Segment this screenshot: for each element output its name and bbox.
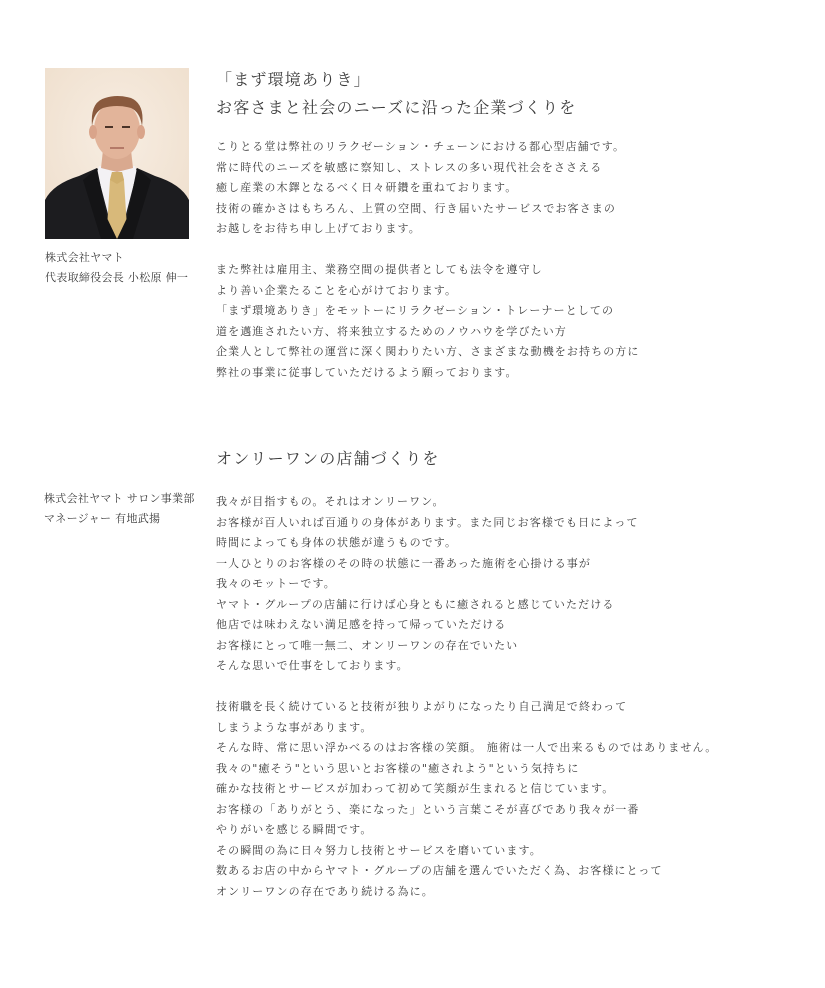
text-line: しまうような事があります。	[216, 720, 373, 734]
chairman-portrait-photo	[45, 68, 189, 239]
text-line: 「まず環境ありき」をモットーにリラクゼーション・トレーナーとしての	[216, 304, 615, 317]
text-line: お客様にとって唯一無二、オンリーワンの存在でいたい	[216, 638, 519, 652]
paragraph-intro	[216, 137, 806, 240]
manager-company-dept: 株式会社ヤマト サロン事業部	[44, 492, 195, 505]
chairman-profile	[45, 68, 205, 288]
motto-heading: 「まず環境ありき」	[216, 70, 371, 89]
text-line: 他店では味わえない満足感を持って帰っていただける	[216, 618, 507, 631]
manager-title-name: マネージャー 有地武揚	[44, 512, 161, 525]
text-line: 常に時代のニーズを敏感に察知し、ストレスの多い現代社会をささえる	[216, 160, 603, 174]
text-line: 我々の"癒そう"という思いとお客様の"癒されよう"という気持ちに	[216, 761, 580, 775]
text-line: 道を邁進されたい方、将来独立するためのノウハウを学びたい方	[216, 324, 567, 338]
text-line: 一人ひとりのお客様のその時の状態に一番あった施術を心掛ける事が	[216, 556, 591, 570]
text-line: その瞬間の為に日々努力し技術とサービスを磨いています。	[216, 843, 542, 857]
mission-heading: お客さまと社会のニーズに沿った企業づくりを	[216, 98, 577, 117]
text-line: ヤマト・グループの店舗に行けば心身ともに癒されると感じていただける	[216, 597, 615, 611]
text-line: 技術職を長く続けていると技術が独りよがりになったり自己満足で終わって	[216, 700, 628, 713]
text-line: 我々が目指すもの。それはオンリーワン。	[216, 495, 445, 508]
text-line: 癒し産業の木鐸となるべく日々研鑽を重ねております。	[216, 181, 518, 194]
text-line: お客様が百人いれば百通りの身体があります。また同じお客様でも日によって	[216, 515, 639, 529]
text-line: 確かな技術とサービスが加わって初めて笑顔が生まれると信じています。	[216, 782, 615, 795]
chairman-title-name: 代表取締役会長 小松原 伸一	[45, 271, 189, 284]
paragraph-smile	[216, 697, 806, 902]
manager-profile	[44, 489, 204, 529]
text-line: 弊社の事業に従事していただけるよう願っております。	[216, 365, 518, 379]
text-line: オンリーワンの存在であり続ける為に。	[216, 884, 434, 898]
text-line: やりがいを感じる瞬間です。	[216, 823, 373, 836]
text-line: 時間によっても身体の状態が違うものです。	[216, 536, 458, 549]
text-line: また弊社は雇用主、業務空間の提供者としても法令を遵守し	[216, 263, 543, 276]
text-line: 企業人として弊社の運営に深く関わりたい方、さまざまな動機をお持ちの方に	[216, 345, 640, 358]
text-line: そんな思いで仕事をしております。	[216, 659, 409, 672]
text-line: より善い企業たることを心がけております。	[216, 283, 458, 297]
portrait-illustration	[45, 68, 189, 239]
text-line: 技術の確かさはもちろん、上質の空間、行き届いたサービスでお客さまの	[216, 201, 616, 215]
text-line: 数あるお店の中からヤマト・グループの店舗を選んでいただく為、お客様にとって	[216, 864, 663, 877]
text-line: こりとる堂は弊社のリラクゼーション・チェーンにおける都心型店舗です。	[216, 140, 626, 153]
only-one-heading: オンリーワンの店舗づくりを	[216, 449, 440, 468]
paragraph-employment	[216, 260, 806, 383]
paragraph-only-one	[216, 492, 806, 677]
chairman-message-body	[216, 67, 806, 383]
text-line: 我々のモットーです。	[216, 577, 336, 590]
manager-message-body	[216, 446, 806, 902]
text-line: お越しをお待ち申し上げております。	[216, 222, 421, 235]
chairman-company: 株式会社ヤマト	[45, 251, 125, 264]
text-line: お客様の「ありがとう、楽になった」という言葉こそが喜びであり我々が一番	[216, 802, 640, 816]
text-line: そんな時、常に思い浮かべるのはお客様の笑顔。 施術は一人で出来るものではありません。	[216, 741, 718, 754]
